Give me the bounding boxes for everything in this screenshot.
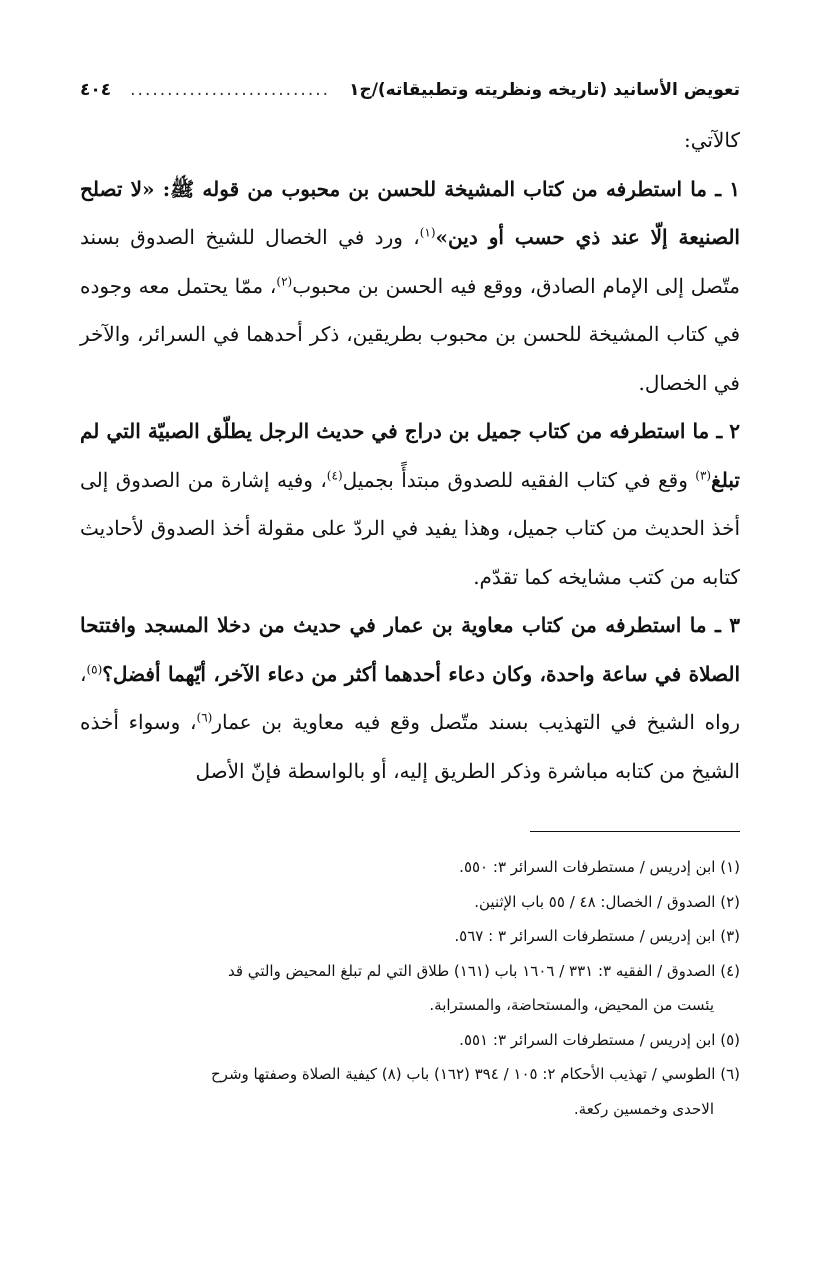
item-3-text-a: ، رواه الشيخ في التهذيب بسند متّصل وقع فيه معاوية بن عمار (80, 661, 740, 734)
footnote-1: (١) ابن إدريس / مستطرفات السرائر ٣: ٥٥٠. (459, 858, 740, 876)
item-1-number: ١ ـ (707, 176, 740, 201)
item-1-text-a: ، ورد في الخصال للشيخ الصدوق بسند متّصل إلى الإمام الصادق، ووقع فيه الحسن بن محبوب (80, 225, 740, 298)
footnote-6: (٦) الطوسي / تهذيب الأحكام ٢: ١٠٥ / ٣٩٤ (١٦٢) باب (٨) كيفية الصلاة وصفتها وشرح (211, 1065, 740, 1083)
footnote-5: (٥) ابن إدريس / مستطرفات السرائر ٣: ٥٥١. (459, 1030, 740, 1049)
footnote-4: (٤) الصدوق / الفقيه ٣: ٣٣١ / ١٦٠٦ باب (١٦١) طلاق التي لم تبلغ المحيض والتي قد (228, 961, 740, 980)
footnotes (80, 850, 740, 1126)
footnote-2: (٢) الصدوق / الخصال: ٤٨ / ٥٥ باب الإثنين. (474, 892, 740, 911)
footnote-ref-4: (٤) (326, 467, 343, 482)
item-1-quote: «لا تصلح الصنيعة إلّا عند ذي حسب أو دين» (80, 176, 740, 249)
item-2-number: ٢ ـ (709, 419, 740, 443)
item-3-text-b: ، وسواء أخذه الشيخ من كتابه مباشرة وذكر الطريق إليه، أو بالواسطة فإنّ الأصل (80, 710, 740, 783)
running-header (80, 70, 740, 110)
item-2-paragraph (80, 407, 740, 601)
item-2-lead: ما استطرفه من كتاب جميل بن دراج في حديث الرجل يطلّق الصبيّة التي لم تبلغ (80, 419, 740, 492)
book-title: تعويض الأسانيد (تاريخه ونظريته وتطبيقاته)/ج١ (349, 80, 740, 100)
leader-dots: ........................... (130, 80, 331, 100)
item-1-paragraph (80, 165, 740, 408)
footnote-3: (٣) ابن إدريس / مستطرفات السرائر ٣ : ٥٦٧. (454, 927, 740, 945)
item-2-text-a: وقع في كتاب الفقيه للصدوق مبتدأً بجميل (342, 467, 696, 492)
footnote-ref-2: (٢) (276, 273, 293, 288)
book-page (80, 70, 740, 1200)
item-3-number: ٣ ـ (706, 613, 740, 637)
footnote-ref-1: (١) (419, 225, 436, 240)
footnote-ref-5: (٥) (86, 661, 103, 676)
footnote-separator (530, 831, 740, 832)
footnote-4-continuation: يئست من المحيض، والمستحاضة، والمسترابة. (429, 996, 714, 1014)
item-3-paragraph (80, 601, 740, 795)
page-number: ٤٠٤ (80, 80, 112, 100)
item-1-text-b: ، ممّا يحتمل معه وجوده في كتاب المشيخة للحسن بن محبوب بطريقين، ذكر أحدهما في السرائر، والآخر في الخصال. (80, 273, 740, 395)
item-1-lead: ما استطرفه من كتاب المشيخة للحسن بن محبوب من قوله ﷺ: (154, 176, 708, 201)
item-3-lead: ما استطرفه من كتاب معاوية بن عمار في حديث من دخلا المسجد وافتتحا الصلاة في ساعة واحدة، وكان دعاء أحدهما أكثر من دعاء الآخر، أيّهما أفضل؟ (80, 613, 740, 686)
item-2-text-b: ، وفيه إشارة من الصدوق إلى أخذ الحديث من كتاب جميل، وهذا يفيد في الردّ على مقولة أخذ الصدوق لأحاديث كتابه من كتب مشايخه كما تقدّم. (80, 467, 740, 589)
footnote-ref-3: (٣) (695, 467, 712, 482)
footnote-6-continuation: الاحدى وخمسين ركعة. (573, 1099, 714, 1118)
footnote-ref-6: (٦) (196, 710, 213, 725)
main-text (80, 116, 740, 795)
intro-paragraph: كالآتي: (684, 128, 740, 152)
